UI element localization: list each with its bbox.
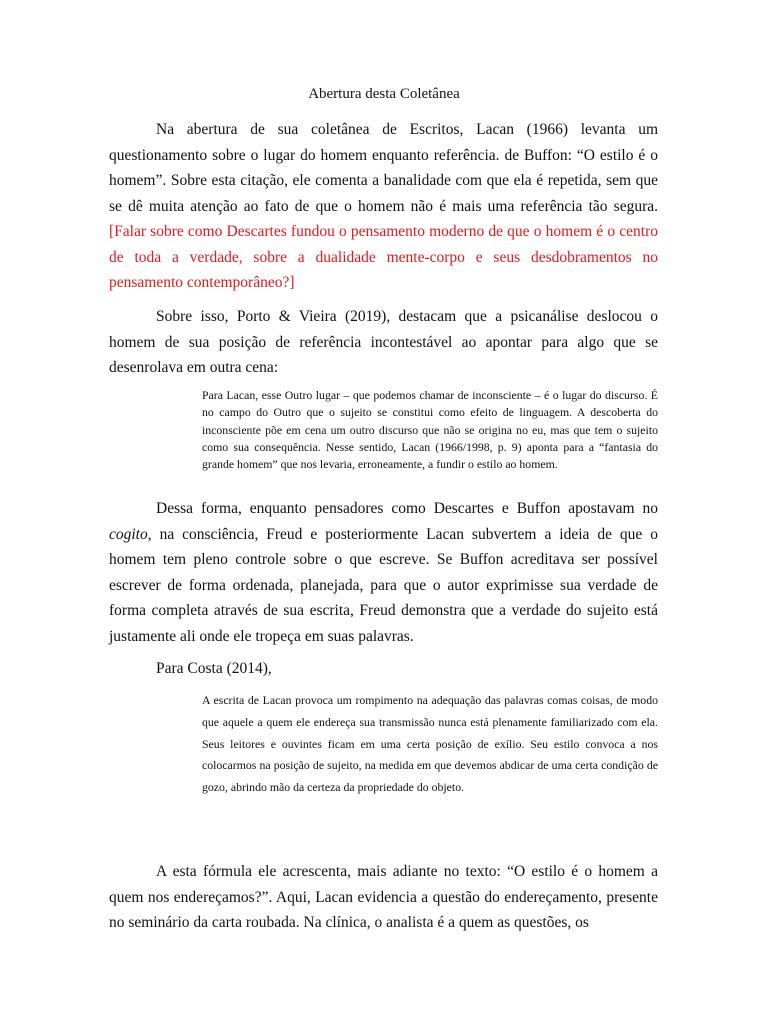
paragraph-opening xyxy=(109,117,658,296)
paragraph-cogito-rest: , na consciência, Freud e posteriormente Lacan subvertem a ideia de que o homem tem pleno controle sobre o que escreve. Se Buffon acreditava ser possível escrever de forma ordenada, planejada, para que o autor exprimisse sua verdade de forma completa através de sua escrita, Freud demonstra que a verdade do sujeito está justamente ali onde ele tropeça em suas palavras. xyxy=(109,525,658,645)
document-title: Abertura desta Coletânea xyxy=(308,86,460,102)
editorial-note: [Falar sobre como Descartes fundou o pensamento moderno de que o homem é o centro de toda a verdade, sobre a dualidade mente-corpo e seus desdobramentos no pensamento contemporâneo?] xyxy=(109,223,658,291)
paragraph-opening-text: Na abertura de sua coletânea de Escritos, Lacan (1966) levanta um questionamento sobre o lugar do homem enquanto referência. de Buffon: “O estilo é o homem”. Sobre esta citação, ele comenta a banalidade com que ela é repetida, sem que se dê muita atenção ao fato de que o homem não é mais uma referência tão segura. xyxy=(109,121,658,215)
paragraph-porto-vieira: Sobre isso, Porto & Vieira (2019), destacam que a psicanálise deslocou o homem de sua posição de referência incontestável ao apontar para algo que se desenrolava em outra cena: xyxy=(109,308,658,376)
block-quote-lacan: Para Lacan, esse Outro lugar – que podemos chamar de inconsciente – é o lugar do discurso. É no campo do Outro que o sujeito se constitui como efeito de linguagem. A descoberta do inconsciente põe em cena um outro discurso que não se origina no eu, mas que tem o sujeito como sua consequência. Nesse sentido, Lacan (1966/1998, p. 9) aponta para a “fantasia do grande homem” que nos levaria, erroneamente, a fundir o estilo ao homem. xyxy=(202,388,658,472)
cogito-term: cogito xyxy=(109,525,148,543)
block-quote-costa: A escrita de Lacan provoca um rompimento na adequação das palavras comas coisas, de modo que aquele a quem ele endereça sua transmissão nunca está plenamente familiarizado com ela. Seus leitores e ouvintes ficam em uma certa posição de exílio. Seu estilo convoca a nos colocarmos na posição de sujeito, na medida em que devemos abdicar de uma certa condição de gozo, abrindo mão da certeza da propriedade do objeto. xyxy=(202,693,658,795)
paragraph-cogito xyxy=(109,496,658,649)
paragraph-costa: Para Costa (2014), xyxy=(156,660,272,677)
paragraph-cogito-start: Dessa forma, enquanto pensadores como Descartes e Buffon apostavam no xyxy=(156,500,658,517)
paragraph-enderecamento: A esta fórmula ele acrescenta, mais adiante no texto: “O estilo é o homem a quem nos endereçamos?”. Aqui, Lacan evidencia a questão do endereçamento, presente no seminário da carta roubada. Na clínica, o analista é a quem as questões, os xyxy=(109,863,658,931)
